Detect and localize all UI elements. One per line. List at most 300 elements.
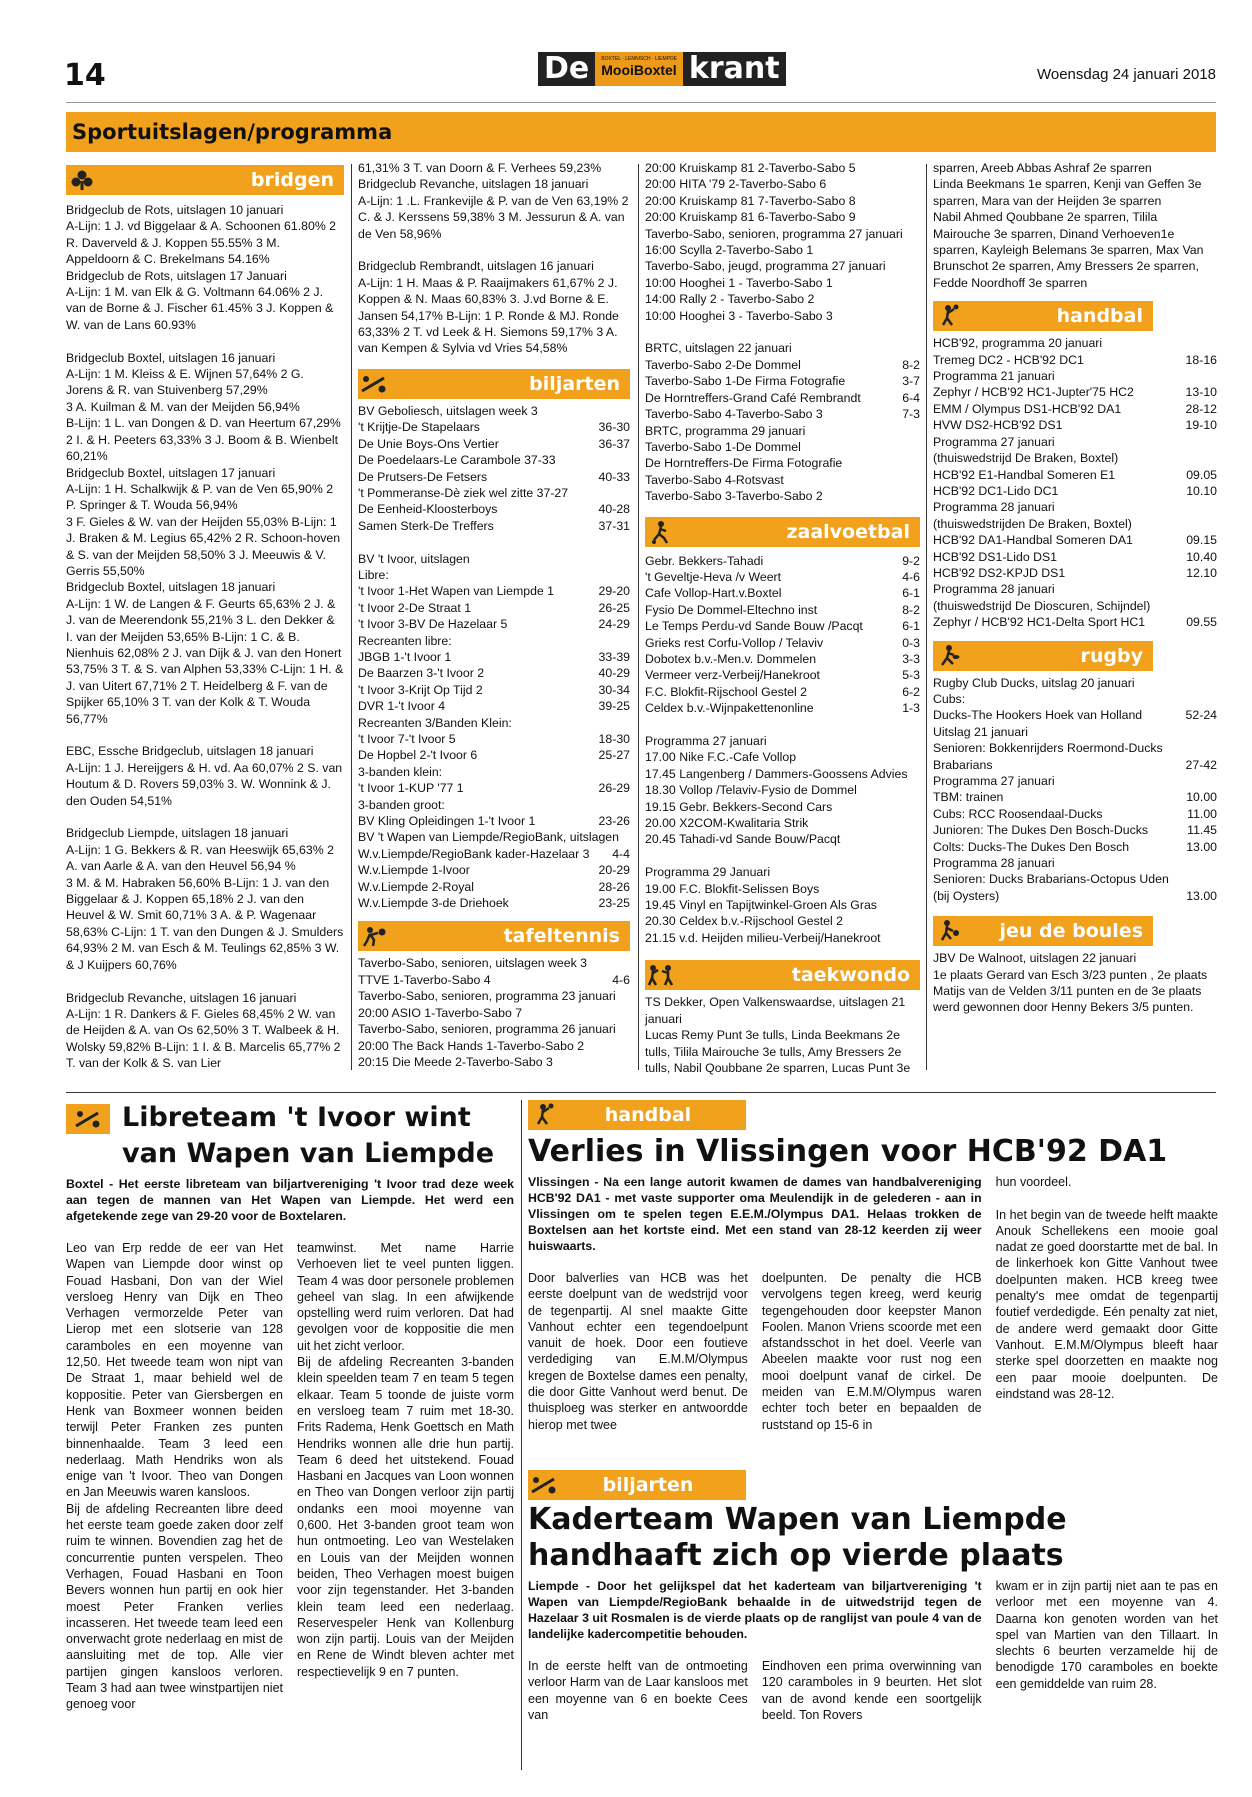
result-label: TBM: trainen [933,790,1004,805]
result-label: De Eenheid-Kloosterboys [358,502,498,517]
result-score: 6-1 [902,586,920,601]
result-row [933,335,1217,351]
section-header-biljarten: biljarten [528,1470,746,1500]
result-row [645,455,920,471]
article-body: In de eerste helft van de ontmoeting verloor Harm van de Laar kansloos met een moyenne van 6 en boekte Cees van [528,1659,748,1722]
result-row [933,773,1217,789]
result-score [624,1038,630,1054]
result-score: 1-3 [902,701,920,716]
result-label: De Prutsers-De Fetsers [358,469,488,484]
result-label: 14:00 Rally 2 - Taverbo-Sabo 2 [645,292,815,307]
result-row [645,815,920,831]
result-label: BV Kling Opleidingen 1-'t Ivoor 1 [358,814,536,829]
biljarten-results [358,403,630,912]
result-score: 10.10 [1186,483,1217,498]
column-divider [926,164,927,1070]
result-row [358,715,630,731]
result-row [645,291,920,307]
result-score: 18-16 [1185,352,1217,367]
result-score: 26-25 [598,600,630,615]
result-row [933,757,1217,773]
table-tennis-icon [358,921,390,951]
article-title: Libreteam 't Ivoor wint van Wapen van Liempde [122,1102,495,1169]
result-label: Programma 28 januari [933,582,1055,597]
section-header-tafeltennis: tafeltennis [358,921,630,951]
result-label: Dobotex b.v.-Men.v. Dommelen [645,651,817,666]
result-row [645,930,920,946]
billiards-icon [528,1470,560,1500]
result-score: 5-3 [902,668,920,683]
result-score: 10.00 [1186,790,1217,805]
result-score [914,423,920,439]
result-label: Tremeg DC2 - HCB'92 DC1 [933,352,1084,367]
result-label: 20.45 Tahadi-vd Sande Bouw/Pacqt [645,832,841,847]
result-score [624,1021,630,1037]
result-row [645,308,920,324]
result-label: 20:00 Kruiskamp 81 6-Taverbo-Sabo 9 [645,210,856,225]
result-row [645,766,920,782]
result-label: Taverbo-Sabo, senioren, uitslagen week 3 [358,956,587,971]
result-label: Programma 27 januari [645,734,767,748]
result-score: 13-10 [1185,385,1217,400]
result-label: HVW DS2-HCB'92 DS1 [933,418,1063,433]
result-row [358,1038,630,1054]
result-score [914,160,920,176]
result-label: 't Ivoor 1-KUP '77 1 [358,781,464,796]
result-label: Recreanten 3/Banden Klein: [358,715,512,730]
result-row [358,567,630,583]
result-score [914,488,920,504]
result-label: Samen Sterk-De Treffers [358,518,494,533]
result-label: TTVE 1-Taverbo-Sabo 4 [358,972,491,987]
result-row [933,549,1217,565]
result-row [645,749,920,765]
result-row [358,698,630,714]
section-header-biljarten: biljarten [358,369,630,399]
result-label: Programma 29 Januari [645,865,771,880]
result-score [914,766,920,782]
result-row [358,895,630,911]
result-score [914,733,920,749]
result-label: Taverbo-Sabo, jeugd, programma 27 januari [645,259,886,274]
result-score: 39-25 [598,699,630,714]
result-score [914,324,920,340]
result-row [933,724,1217,740]
result-label: De Poedelaars-Le Carambole 37-33 [358,453,556,468]
result-label: De Baarzen 3-'t Ivoor 2 [358,666,485,681]
result-row [933,581,1217,597]
result-label: 't Geveltje-Heva /v Weert [645,569,782,584]
result-label: 20:15 Die Meede 2-Taverbo-Sabo 3 [358,1054,553,1069]
result-score [1211,450,1217,466]
result-row [358,731,630,747]
result-label: BRTC, programma 29 januari [645,423,806,438]
result-label: Celdex b.v.-Wijnpakettenonline [645,701,814,716]
result-score: 37-31 [598,518,630,533]
result-row [358,485,630,501]
result-label: 't Ivoor 7-'t Ivoor 5 [358,732,456,746]
result-label: W.v.Liempde 2-Royal [358,879,474,894]
article-divider [521,1100,522,1770]
article-body: Eindhoven een prima overwinning van 120 caramboles in 9 beurten. Het slot van de avond kende een soortgelijk beeld. Ton Rovers [761,1659,982,1722]
result-row [933,565,1217,581]
result-score: 40-29 [598,666,630,681]
result-row [933,789,1217,805]
result-score: 13.00 [1186,888,1217,903]
section-header-zaalvoetbal: zaalvoetbal [645,517,920,547]
result-label: EMM / Olympus DS1-HCB'92 DA1 [933,401,1122,416]
result-label: Cafe Vollop-Hart.v.Boxtel [645,586,782,601]
result-row [358,764,630,780]
result-label: 't Ivoor 3-Krijt Op Tijd 2 [358,682,483,697]
result-label: 16:00 Scylla 2-Taverbo-Sabo 1 [645,243,814,258]
result-label: Ducks-The Hookers Hoek van Holland [933,708,1143,723]
result-score [1211,855,1217,871]
tafeltennis-program [645,160,920,505]
newspaper-logo: De BOXTEL · LENNISCH · LIEMPDE MooiBoxtel krant [538,52,786,86]
result-score: 25-27 [598,748,630,763]
result-row [933,384,1217,400]
result-score: 26-29 [598,781,630,796]
article-title: Verlies in Vlissingen voor HCB'92 DA1 [528,1134,1168,1169]
result-label: Brabarians [933,757,993,772]
result-label: HCB'92 DS1-Lido DS1 [933,549,1058,564]
result-score [914,291,920,307]
column-divider [351,164,352,1070]
futsal-icon [645,517,677,547]
section-header-bridgen: bridgen [66,165,344,195]
result-row [645,684,920,700]
result-score [914,258,920,274]
result-row [645,881,920,897]
result-row [358,797,630,813]
result-row [358,1021,630,1037]
result-label: De Unie Boys-Ons Vertier [358,436,499,451]
result-score [914,799,920,815]
article-body: hun voordeel. In het begin van de tweede helft maakte Anouk Schellekens een mooie goal nadat ze goed doorstartte met de bal. In de linkerhoek kon Gitte Vanhout twee doelpunten maken. HCB kreeg twee penalty's mee omdat de tegenpartij foutief verdedigde. Eén penalty zat niet, de andere werd gemaakt door Gitte Vanhout. E.M.M/Olympus bleeft haar sterke spel doorzetten en maakte nog een paar mooie doelpunten. De eindstand was 28-12. [995,1175,1218,1401]
result-score [624,829,630,845]
result-row [645,488,920,504]
result-row [358,988,630,1004]
result-score [914,930,920,946]
result-score: 23-25 [598,896,630,911]
article-body: Door balverlies van HCB was het eerste doelpunt van de wedstrijd voor de tegenpartij. Al snel maakte Gitte Vanhout echter een tegendoelpunt vanuit de hoek. Door een foutieve verdediging van E.M.M/Olympus kregen de Boxtelse dames een penalty, die door Gitte Vanhout werd benut. De thuisploeg was sterker en antwoordde hierop met twee [528,1271,748,1432]
result-score [624,1054,630,1070]
result-row [933,434,1217,450]
article-body: doelpunten. De penalty die HCB vervolgens tegen kreeg, werd keurig tegengehouden door keepster Manon Foolen. Manon Vriens scoorde met een afstandsschot in het doel. Veerle van Abeelen maakte voor rust nog een mooi doelpunt vanaf de cirkel. De meiden van E.M.M/Olympus waren echter toch beter en bepaalden de ruststand op 15-6 in [761,1271,982,1432]
result-row [358,633,630,649]
result-score: 18-30 [598,732,630,746]
result-label: Grieks rest Corfu-Vollop / Telaviv [645,635,824,650]
header-rule [66,102,1216,103]
result-label: 19.00 F.C. Blokfit-Selissen Boys [645,881,820,896]
result-score [624,452,630,468]
zaalvoetbal-results [645,553,920,947]
result-score [914,864,920,880]
result-score [1211,675,1217,691]
result-label: 10:00 Hooghei 1 - Taverbo-Sabo 1 [645,275,833,290]
result-label: 3-banden klein: [358,764,443,779]
result-label: 21.15 v.d. Heijden milieu-Verbeij/Hanekroot [645,930,881,945]
result-row [358,501,630,517]
result-row [645,439,920,455]
result-score: 4-4 [612,846,630,861]
result-label: F.C. Blokfit-Rijschool Gestel 2 [645,684,807,699]
bridge-results-text: Bridgeclub de Rots, uitslagen 10 januari A-Lijn: 1 J. vd Biggelaar & A. Schoonen 61.80% 2 R. Daverveld & J. Koppen 55.55% 3 M. Appeldoorn & C. Brekelmans 54.16% Bridgeclub de Rots, uitslagen 17 Januari A-Lijn: 1 M. van Elk & G. Voltmann 64.06% 2 J. van de Borne & J. Fischer 61.45% 3 J. Koppen & W. van de Lans 60.93% Bridgeclub Boxtel, uitslagen 16 januari A-Lijn: 1 M. Kleiss & E. Wijnen 57,64% 2 G. Jorens & R. van Stuivenberg 57,29% 3 A. Kuilman & M. van der Meijden 56,94% B-Lijn: 1 L. van Dongen & D. van Heertum 67,29% 2 I. & H. Peeters 63,33% 3 J. Boom & B. Wienbelt 60,21% Bridgeclub Boxtel, uitslagen 17 januari A-Lijn: 1 H. Schalkwijk & P. van de Ven 65,90% 2 P. Springer & T. Wouda 56,94% 3 F. Gieles & W. van der Heijden 55,03% B-Lijn: 1 J. Braken & M. Legius 65,42% 2 R. Schoon-hoven & S. van der Meijden 58,50% 3 J. Meeuwis & V. Gerris 55,50% Bridgeclub Boxtel, uitslagen 18 januari A-Lijn: 1 W. de Langen & F. Geurts 65,63% 2 J. & J. van de Meerendonk 55,21% 3 L. den Dekker & I. van der Meijden 53,65% B-Lijn: 1 C. & B. Nienhuis 62,08% 2 J. van Dijk & J. van den Honert 53,75% 3 T. & S. van Alphen 53,33% C-Lijn: 1 H. & J. van Uitert 67,71% 2 T. Heidelberg & F. van de Spijker 65,10% 3 T. van der Kolk & T. Wouda 56,77% EBC, Essche Bridgeclub, uitslagen 18 januari A-Lijn: 1 J. Hereijgers & H. vd. Aa 60,07% 2 S. van Houtum & D. Rovers 59,03% 3. W. Wonnink & J. den Ouden 54,51% Bridgeclub Liempde, uitslagen 18 januari A-Lijn: 1 G. Bekkers & R. van Heeswijk 65,63% 2 A. van Aarle & A. van den Heuvel 56,94 % 3 M. & M. Habraken 56,60% B-Lijn: 1 J. van den Biggelaar & J. Koppen 65,18% 2 J. van den Heuvel & W. Smit 60,71% 3 A. & P. Wagenaar 58,63% C-Lijn: 1 T. van den Dungen & J. Smulders 64,93% 2 M. van Esch & M. Teulings 62,85% 3 W. & J Kuijpers 60,76% Bridgeclub Revanche, uitslagen 16 januari A-Lijn: 1 R. Dankers & F. Gieles 68,45% 2 W. van de Heijden & A. van Os 62,50% 3 T. Walbeek & H. Wolsky 59,82% B-Lijn: 1 I. & B. Marcelis 65,77% 2 T. van der Kolk & S. van Lier [66,203,344,1071]
result-score [914,308,920,324]
result-score: 8-2 [902,357,920,372]
result-row [933,806,1217,822]
result-row [645,357,920,373]
result-row [645,618,920,634]
result-row [358,518,630,534]
result-label: Uitslag 21 januari [933,724,1029,739]
result-score: 40-28 [598,502,630,517]
result-score: 13.00 [1186,839,1217,854]
result-row [645,193,920,209]
result-label: Libre: [358,567,389,582]
result-row [358,436,630,452]
bridge-icon [66,165,98,195]
result-score [624,955,630,971]
result-label: 20:00 Kruiskamp 81 7-Taverbo-Sabo 8 [645,193,856,208]
result-score: 10.40 [1186,549,1217,564]
result-label: (bij Oysters) [933,888,1000,903]
article-body: kwam er in zijn partij niet aan te pas en verloor met een moyenne van 4. Daarna kon genoten worden van het spel van Martien van den Tillaart. In slechts 6 beurten verzamelde hij de benodigde 170 caramboles en boekte een gemiddelde van ruim 28. [995,1579,1218,1691]
result-label: W.v.Liempde 3-de Driehoek [358,896,509,911]
result-row [933,516,1217,532]
result-row [645,176,920,192]
result-row [933,450,1217,466]
result-score [914,717,920,733]
result-score: 7-3 [902,407,920,422]
result-row [645,209,920,225]
result-label: BV Geboliesch, uitslagen week 3 [358,403,538,418]
result-score: 28-12 [1185,401,1217,416]
result-label: W.v.Liempde 1-Ivoor [358,863,470,878]
result-score [1211,516,1217,532]
result-row [933,614,1217,630]
result-row [358,955,630,971]
result-row [933,598,1217,614]
result-label: Programma 21 januari [933,369,1055,384]
result-label: HCB'92 DS2-KPJD DS1 [933,565,1066,580]
taekwondo-results: TS Dekker, Open Valkenswaardse, uitslagen 21 januari Lucas Remy Punt 3e tulls, Linda Beekmans 2e tulls, Tilila Mairouche 3e tulls, Amy Bressers 2e tulls, Nabil Qoubbane 2e sparren, Lucas Punt 3e [645,995,911,1075]
result-row [645,602,920,618]
result-label: Gebr. Bekkers-Tahadi [645,553,764,568]
result-score [1211,335,1217,351]
result-row [645,569,920,585]
result-score: 33-39 [598,649,630,664]
issue-date: Woensdag 24 januari 2018 [1036,66,1216,83]
result-label: Zephyr / HCB'92 HC1-Jupter'75 HC2 [933,385,1134,400]
result-row [358,1005,630,1021]
result-score [1211,581,1217,597]
result-score: 4-6 [902,569,920,584]
result-row [358,665,630,681]
result-row [358,972,630,988]
result-score [624,534,630,550]
result-row [933,855,1217,871]
result-score [624,764,630,780]
result-label: Taverbo-Sabo, senioren, programma 23 januari [358,989,616,1004]
result-row [645,635,920,651]
result-score [914,193,920,209]
result-score [624,797,630,813]
result-label: 't Ivoor 2-De Straat 1 [358,600,472,615]
result-row [358,682,630,698]
result-label: (thuiswedstrijd De Braken, Boxtel) [933,451,1119,466]
result-label: 20:00 ASIO 1-Taverbo-Sabo 7 [358,1005,523,1020]
result-label: 't Pommeranse-Dè ziek wel zitte 37-27 [358,485,569,500]
result-score [914,782,920,798]
result-label: 3-banden groot: [358,797,445,812]
result-row [645,717,920,733]
result-label: Taverbo-Sabo, senioren, programma 27 januari [645,226,903,241]
result-row [358,583,630,599]
result-row [933,675,1217,691]
result-label: Programma 27 januari [933,774,1055,788]
result-row [645,553,920,569]
result-row [933,532,1217,548]
result-label: Taverbo-Sabo 4-Rotsvast [645,472,784,487]
result-label: Fysio De Dommel-Eltechno inst [645,602,818,617]
result-score [914,472,920,488]
billiards-icon [66,1104,110,1134]
result-row [645,258,920,274]
result-score [914,176,920,192]
result-label: Rugby Club Ducks, uitslag 20 januari [933,675,1135,690]
result-row [645,340,920,356]
result-row [645,667,920,683]
result-score [624,633,630,649]
result-score [1211,368,1217,384]
section-header-handbal: handbal [933,301,1153,331]
result-row [933,822,1217,838]
result-label: De Horntreffers-Grand Café Rembrandt [645,390,861,405]
result-score: 27-42 [1185,757,1217,772]
result-score [624,485,630,501]
result-score [914,209,920,225]
result-label: 19.15 Gebr. Bekkers-Second Cars [645,799,833,814]
result-score [1211,499,1217,515]
section-header-handbal: handbal [528,1100,746,1130]
result-row [645,373,920,389]
result-score [624,988,630,1004]
result-label: Taverbo-Sabo 3-Taverbo-Sabo 2 [645,489,823,504]
result-label: (thuiswedstrijden De Braken, Boxtel) [933,516,1132,531]
result-label: (thuiswedstrijd De Dioscuren, Schijndel) [933,598,1151,613]
result-row [358,813,630,829]
rugby-results [933,675,1217,905]
result-score: 19-10 [1185,418,1217,433]
handball-icon [933,301,965,331]
result-score: 11.45 [1187,823,1217,838]
result-row [933,888,1217,904]
result-row [645,390,920,406]
result-score [1211,724,1217,740]
result-label: Taverbo-Sabo 2-De Dommel [645,357,801,372]
result-label: 't Krijtje-De Stapelaars [358,420,480,435]
result-label: Cubs: RCC Roosendaal-Ducks [933,806,1103,821]
result-label: Cubs: [933,691,966,706]
article-body: Leo van Erp redde de eer van Het Wapen van Liempde door winst op Fouad Hasbani, Don van der Wiel versloeg Henry van Dijk en Theo Verhagen vermorzelde Peter van Lierop met een slotserie van 128 caramboles en een moyenne van 12,50. Het tweede team won nipt van De Straat 1, maar behield wel de koppositie. Peter van Giersbergen en Henk van Boxmeer wonnen beiden terwijl Peter Franken zes punten binnenhaalde. Team 3 leed een nederlaag. Math Hendriks won als enige van 't Ivoor. Theo van Dongen en Jan Meeuwis waren kansloos. Bij de afdeling Recreanten libre deed het eerste team goede zaken door zelf ruim te winnen. Bovendien zag het de concurrentie punten verspelen. Theo Verhagen, Fouad Hasbani en Toon Bevers wonnen hun partij en ook hier moest Peter Franken verlies incasseren. Het tweede team leed een onverwacht grote nederlaag en mist de aansluiting met de top. Alle vier partijen gingen kansloos verloren. Team 3 had aan twee winstpartijen niet genoeg voor [66,1241,283,1712]
result-score [624,551,630,567]
result-row [645,226,920,242]
result-row [933,871,1217,887]
page-number: 14 [64,58,106,93]
result-label: 20.30 Celdex b.v.-Rijschool Gestel 2 [645,914,843,929]
result-row [933,707,1217,723]
result-row [645,472,920,488]
result-score: 24-29 [598,617,630,632]
result-score [914,897,920,913]
result-label: Taverbo-Sabo, senioren, programma 26 januari [358,1022,616,1037]
result-row [645,913,920,929]
result-score: 3-7 [902,374,920,389]
result-row [645,700,920,716]
result-label: Colts: Ducks-The Dukes Den Bosch [933,839,1130,854]
result-score: 28-26 [598,879,630,894]
result-score: 6-2 [902,684,920,699]
petanque-icon [933,916,965,946]
result-label: De Hopbel 2-'t Ivoor 6 [358,748,478,763]
bridge-results-continued: 61,31% 3 T. van Doorn & F. Verhees 59,23% Bridgeclub Revanche, uitslagen 18 januari A-Lijn: 1 .L. Frankevijle & P. van de Ven 63,19% 2 C. & J. Kerssens 59,38% 3 M. Jessurun & A. van de Ven 58,96% Bridgeclub Rembrandt, uitslagen 16 januari A-Lijn: 1 H. Maas & P. Raaijmakers 61,67% 2 J. Koppen & N. Maas 60,83% 3. J.vd Borne & E. Jansen 54,17% B-Lijn: 1 P. Ronde & MJ. Ronde 63,33% 2 T. vd Leek & H. Siemons 59,17% 3 A. van Kempen & Sylvia vd Vries 54,58% [358,161,629,356]
result-score [914,749,920,765]
result-row [933,417,1217,433]
result-score [624,403,630,419]
jeu-de-boules-results: JBV De Walnoot, uitslagen 22 januari 1e plaats Gerard van Esch 3/23 punten , 2e plaats Matijs van de Velden 3/11 punten en de 3e plaats werd gewonnen door Henny Bekers 3/5 punten. [933,951,1208,1015]
result-row [933,368,1217,384]
result-label: 20:00 The Back Hands 1-Taverbo-Sabo 2 [358,1038,585,1053]
column-divider [638,164,639,1070]
result-score: 36-37 [598,436,630,451]
result-score [914,913,920,929]
result-label: BRTC, uitslagen 22 januari [645,341,792,356]
result-score [1211,598,1217,614]
result-row [645,275,920,291]
result-score [1211,871,1217,887]
result-score [914,455,920,471]
result-row [358,649,630,665]
result-label: 20.00 X2COM-Kwalitaria Strik [645,816,809,831]
handball-icon [528,1100,560,1130]
result-label: Taverbo-Sabo 4-Taverbo-Sabo 3 [645,407,823,422]
section-header-jeu-de-boules: jeu de boules [933,916,1153,946]
result-label: 't Ivoor 3-BV De Hazelaar 5 [358,617,508,632]
result-label: HCB'92 DA1-Handbal Someren DA1 [933,533,1133,548]
taekwondo-results-continued: sparren, Areeb Abbas Ashraf 2e sparren Linda Beekmans 1e sparren, Kenji van Geffen 3e sparren, Mara van der Heijden 3e sparren Nabil Ahmed Qoubbane 2e sparren, Tilila Mairouche 3e sparren, Dinand Verhoeven1e sparren, Kayleigh Belemans 3e sparren, Max Van Brunschot 2e sparren, Amy Bressers 2e sparren, Fedde Noordhoff 3e sparren [933,161,1204,290]
article-body: teamwinst. Met name Harrie Verhoeven liet te veel punten liggen. Team 4 was door personele problemen geheel van slag. In een afwijkende opstelling werd ruim verloren. Dat had gevolgen voor de koppositie die men uit het zicht verloor. Bij de afdeling Recreanten 3-banden klein speelden team 7 en team 5 tegen elkaar. Team 5 toonde de juiste vorm en versloeg team 7 ruim met 18-30. Frits Radema, Henk Goettsch en Math Hendriks wonnen alle drie hun partij. Team 6 deed het uitstekend. Fouad Hasbani en Jacques van Loon wonnen en Theo van Dongen verloor zijn partij ondanks een mooi moyenne van 0,600. Het 3-banden groot team won hun ontmoeting. Leo van Westelaken en Louis van der Meijden wonnen beiden, Theo Verhagen moest buigen voor zijn tegenstander. Het 3-banden klein team leed een nederlaag. Reservespeler Henk van Kollenburg won zijn partij. Louis van der Meijden en Rene de Windt bleven achter met respectievelijk 9 en 7 punten. [297,1241,514,1679]
result-row [933,839,1217,855]
result-label: 10:00 Hooghei 3 - Taverbo-Sabo 3 [645,308,833,323]
result-label: BV 't Wapen van Liempde/RegioBank, uitslagen [358,830,619,845]
result-label: HCB'92 E1-Handbal Someren E1 [933,467,1116,482]
result-row [645,864,920,880]
result-label: Zephyr / HCB'92 HC1-Delta Sport HC1 [933,615,1146,630]
result-row [358,747,630,763]
result-score [914,815,920,831]
result-row [358,846,630,862]
article-title: Kaderteam Wapen van Liempde handhaaft zich op vierde plaats [528,1502,1067,1573]
result-score [1211,773,1217,789]
result-row [933,352,1217,368]
result-row [358,862,630,878]
section-rule [66,1092,1216,1093]
result-score: 4-6 [612,972,630,987]
taekwondo-icon [645,960,677,990]
result-score: 29-20 [598,584,630,599]
